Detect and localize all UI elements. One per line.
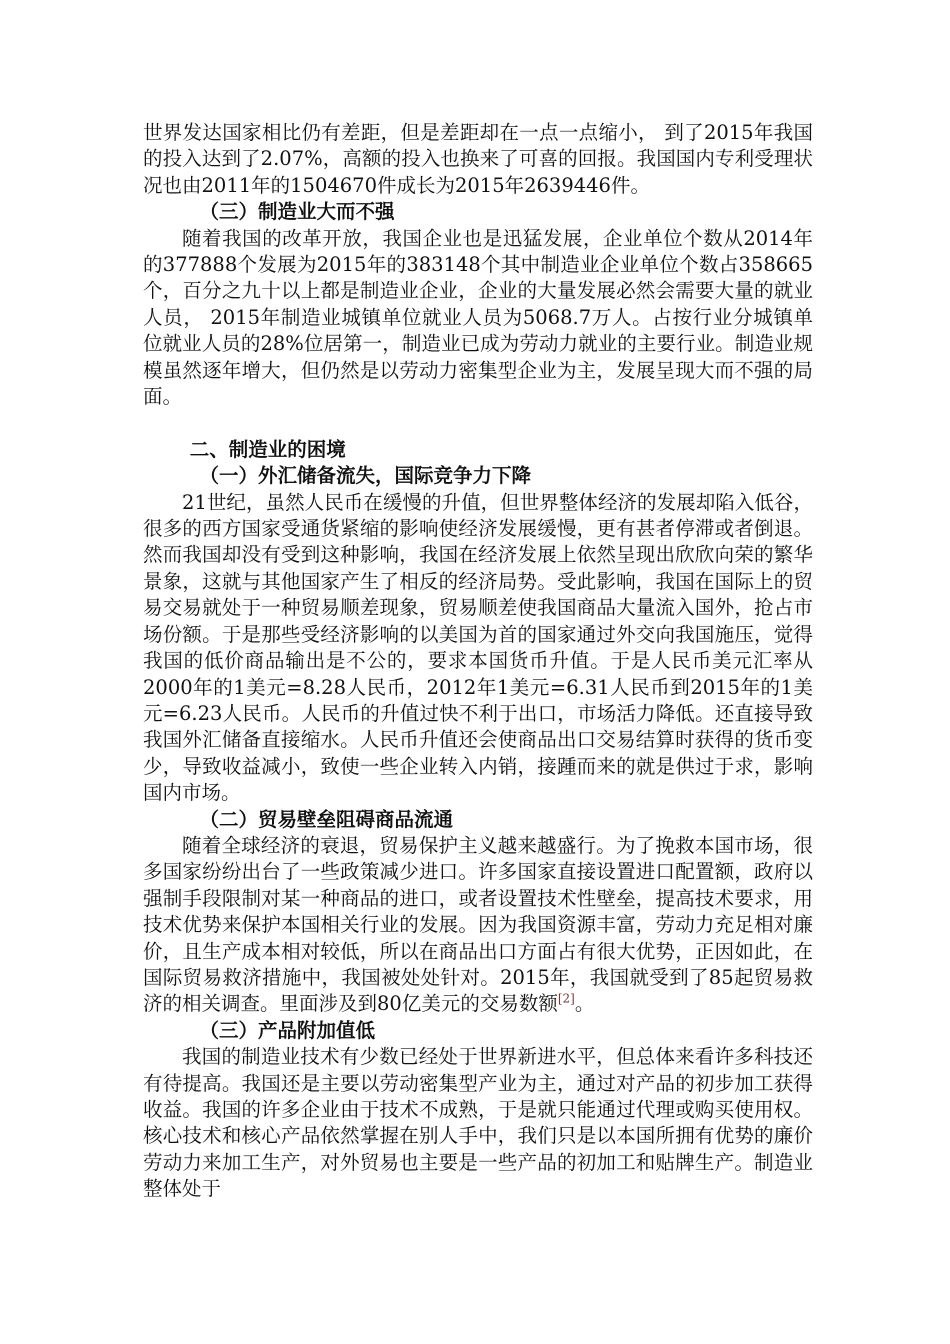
document-body: [143, 120, 813, 1203]
intro-paragraph: 世界发达国家相比仍有差距，但是差距却在一点一点缩小， 到了2015年我国的投入达到了2.07%，高额的投入也换来了可喜的回报。我国国内专利受理状况也由2011年的1504670件成长为2015年2639446件。: [143, 121, 813, 197]
sub-heading-manufacturing-not-strong: （三）制造业大而不强: [199, 200, 395, 224]
sub-heading-forex-reserves: （一）外汇储备流失，国际竞争力下降: [199, 464, 532, 488]
sub-heading-low-value-added: （三）产品附加值低: [199, 1018, 376, 1042]
blank-line: [143, 410, 813, 436]
paragraph-trade-barriers: [143, 833, 813, 1018]
section-heading-manufacturing-dilemma: 二、制造业的困境: [189, 437, 346, 461]
sub-heading-trade-barriers: （二）贸易壁垒阻碍商品流通: [199, 807, 454, 831]
citation-link[interactable]: [2]: [557, 991, 575, 1006]
paragraph-forex: 21世纪，虽然人民币在缓慢的升值，但世界整体经济的发展却陷入低谷，很多的西方国家受通货紧缩的影响使经济发展缓慢，更有甚者停滞或者倒退。然而我国却没有受到这种影响，我国在经济发展上依然呈现出欣欣向荣的繁华景象，这就与其他国家产生了相反的经济局势。受此影响，我国在国际上的贸易交易就处于一种贸易顺差现象，贸易顺差使我国商品大量流入国外，抢占市场份额。于是那些受经济影响的以美国为首的国家通过外交向我国施压，觉得我国的低价商品输出是不公的，要求本国货币升值。于是人民币美元汇率从2000年的1美元=8.28人民币，2012年1美元=6.31人民币到2015年的1美元=6.23人民币。人民币的升值过快不利于出口，市场活力降低。还直接导致我国外汇储备直接缩水。人民币升值还会使商品出口交易结算时获得的货币变少，导致收益减小，致使一些企业转入内销，接踵而来的就是供过于求，影响国内市场。: [143, 490, 813, 805]
paragraph-value-added: 我国的制造业技术有少数已经处于世界新进水平，但总体来看许多科技还有待提高。我国还是主要以劳动密集型产业为主，通过对产品的初步加工获得收益。我国的许多企业由于技术不成熟，于是就只能通过代理或购买使用权。核心技术和核心产品依然掌握在别人手中，我们只是以本国所拥有优势的廉价劳动力来加工生产，对外贸易也主要是一些产品的初加工和贴牌生产。制造业整体处于: [143, 1045, 813, 1201]
paragraph-trade-barriers-text: 随着全球经济的衰退，贸易保护主义越来越盛行。为了挽救本国市场，很多国家纷纷出台了一些政策减少进口。许多国家直接设置进口配置额，政府以强制手段限制对某一种商品的进口，或者设置技术性壁垒，提高技术要求，用技术优势来保护本国相关行业的发展。因为我国资源丰富，劳动力充足相对廉价，且生产成本相对较低，所以在商品出口方面占有很大优势，正因如此，在国际贸易救济措施中，我国被处处针对。2015年，我国就受到了85起贸易救济的相关调查。里面涉及到80亿美元的交易数额: [143, 833, 813, 1016]
paragraph-manufacturing-scale: 随着我国的改革开放，我国企业也是迅猛发展，企业单位个数从2014年的377888个发展为2015年的383148个其中制造业企业单位个数占358665个，百分之九十以上都是制造业企业，企业的大量发展必然会需要大量的就业人员， 2015年制造业城镇单位就业人员为5068.7万人。占按行业分城镇单位就业人员的28%位居第一，制造业已成为劳动力就业的主要行业。制造业规模虽然逐年增大，但仍然是以劳动力密集型企业为主，发展呈现大而不强的局面。: [143, 226, 813, 409]
paragraph-trade-barriers-end: 。: [574, 992, 595, 1016]
